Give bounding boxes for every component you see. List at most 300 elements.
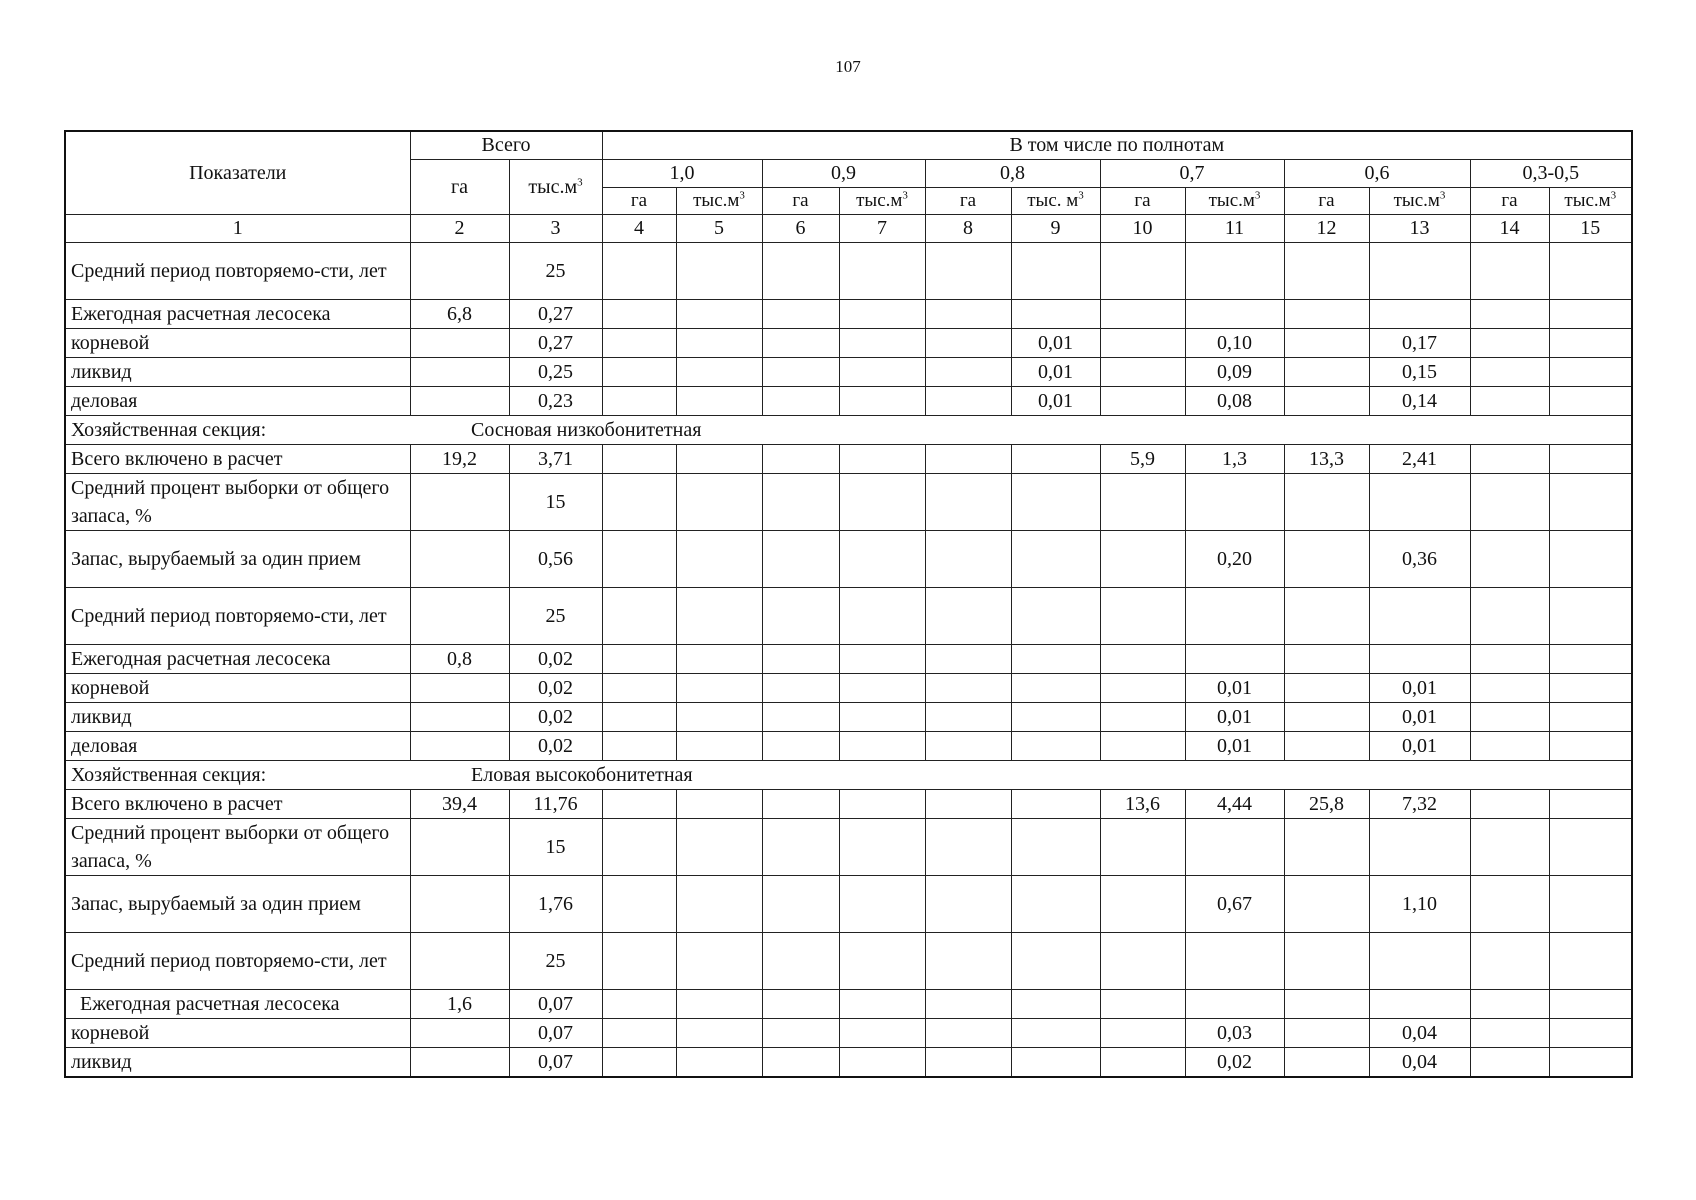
table-cell: 0,04 (1369, 1048, 1470, 1078)
section-cell (65, 416, 1632, 445)
table-cell: 15 (509, 819, 602, 876)
table-cell (1549, 1019, 1632, 1048)
table-cell (602, 358, 676, 387)
table-cell: 1,76 (509, 876, 602, 933)
table-cell (410, 732, 509, 761)
table-cell (762, 588, 839, 645)
table-cell: 25 (509, 588, 602, 645)
row-label: Всего включено в расчет (65, 790, 410, 819)
table-cell (762, 990, 839, 1019)
table-cell: 25,8 (1284, 790, 1369, 819)
table-cell (925, 588, 1011, 645)
table-cell: 39,4 (410, 790, 509, 819)
table-row (65, 243, 1632, 300)
table-cell (1369, 990, 1470, 1019)
header-unit-vol: $тыс.м^3$ (839, 188, 925, 215)
row-label: ликвид (65, 358, 410, 387)
table-cell (602, 819, 676, 876)
table-cell (1284, 387, 1369, 416)
row-label: Средний процент выборки от общего запаса, % (65, 474, 410, 531)
table-cell (1549, 790, 1632, 819)
header-unit-ha: га (1284, 188, 1369, 215)
row-label: деловая (65, 732, 410, 761)
table-cell (925, 990, 1011, 1019)
table-cell (1369, 474, 1470, 531)
table-cell (1011, 876, 1100, 933)
table-cell (602, 703, 676, 732)
column-number: 1 (65, 215, 410, 243)
table-row (65, 876, 1632, 933)
table-cell (839, 645, 925, 674)
table-cell (1185, 990, 1284, 1019)
table-cell (1549, 703, 1632, 732)
header-unit-ha: га (602, 188, 676, 215)
table-cell (925, 876, 1011, 933)
table-cell (839, 1019, 925, 1048)
table-cell (1284, 819, 1369, 876)
table-cell (1549, 1048, 1632, 1078)
table-cell (602, 588, 676, 645)
table-cell: 0,67 (1185, 876, 1284, 933)
header-unit-ha: га (762, 188, 839, 215)
table-cell (1549, 474, 1632, 531)
row-label: Ежегодная расчетная лесосека (65, 300, 410, 329)
table-cell (762, 474, 839, 531)
table-cell (1011, 674, 1100, 703)
table-cell (925, 790, 1011, 819)
forest-table (64, 130, 1633, 1078)
table-cell (839, 933, 925, 990)
table-cell (676, 819, 762, 876)
table-cell: 11,76 (509, 790, 602, 819)
table-row (65, 990, 1632, 1019)
table-cell (1284, 933, 1369, 990)
section-cell (65, 761, 1632, 790)
header-unit-ha: га (925, 188, 1011, 215)
table-cell (602, 531, 676, 588)
table-cell (1284, 1019, 1369, 1048)
table-cell: 0,02 (509, 645, 602, 674)
table-cell (1470, 300, 1549, 329)
table-header (65, 131, 1632, 243)
table-cell (1549, 588, 1632, 645)
table-cell (1470, 1048, 1549, 1078)
table-cell (1470, 588, 1549, 645)
table-cell (1284, 703, 1369, 732)
table-cell (602, 474, 676, 531)
table-cell (676, 358, 762, 387)
header-density: 0,9 (762, 160, 925, 188)
header-total-ha: га (410, 160, 509, 215)
header-density: 0,7 (1100, 160, 1284, 188)
table-cell (925, 732, 1011, 761)
column-number: 5 (676, 215, 762, 243)
column-number: 10 (1100, 215, 1185, 243)
table-cell (1549, 876, 1632, 933)
table-cell (1185, 588, 1284, 645)
column-number: 12 (1284, 215, 1369, 243)
table-cell: 0,15 (1369, 358, 1470, 387)
table-cell (1470, 645, 1549, 674)
column-number: 2 (410, 215, 509, 243)
table-cell (925, 703, 1011, 732)
table-cell (1549, 243, 1632, 300)
table-cell (602, 732, 676, 761)
table-cell (1011, 300, 1100, 329)
table-cell (1011, 933, 1100, 990)
header-by-density: В том числе по полнотам (602, 131, 1632, 160)
table-cell (410, 531, 509, 588)
table-cell (762, 300, 839, 329)
table-cell: 0,27 (509, 300, 602, 329)
table-cell (602, 933, 676, 990)
section-label: Хозяйственная секция: (71, 418, 267, 441)
section-row (65, 416, 1632, 445)
table-cell: 13,3 (1284, 445, 1369, 474)
table-cell (839, 876, 925, 933)
table-cell (1284, 1048, 1369, 1078)
table-cell (762, 387, 839, 416)
table-cell: 0,09 (1185, 358, 1284, 387)
table-cell (1470, 445, 1549, 474)
table-row (65, 387, 1632, 416)
table-cell (410, 876, 509, 933)
table-cell (602, 300, 676, 329)
header-unit-ha: га (1100, 188, 1185, 215)
table-cell (410, 1048, 509, 1078)
table-cell (1284, 645, 1369, 674)
table-cell (1284, 358, 1369, 387)
table-cell (925, 300, 1011, 329)
table-row (65, 933, 1632, 990)
section-value: Еловая высокобонитетная (471, 763, 693, 786)
table-row (65, 445, 1632, 474)
table-cell: 6,8 (410, 300, 509, 329)
table-cell (1100, 876, 1185, 933)
table-cell (1100, 474, 1185, 531)
table-cell (1369, 645, 1470, 674)
table-cell (1284, 329, 1369, 358)
table-cell (676, 588, 762, 645)
table-cell (925, 531, 1011, 588)
page-number: 107 (835, 57, 861, 76)
table-cell (1549, 329, 1632, 358)
table-cell: 0,01 (1369, 732, 1470, 761)
table-row (65, 358, 1632, 387)
table-cell (676, 300, 762, 329)
table-row (65, 674, 1632, 703)
table-cell (1185, 819, 1284, 876)
table-cell (1549, 990, 1632, 1019)
table-cell (1100, 732, 1185, 761)
table-cell (1470, 990, 1549, 1019)
row-label: корневой (65, 674, 410, 703)
table-cell (762, 243, 839, 300)
table-cell (410, 819, 509, 876)
table-cell: 4,44 (1185, 790, 1284, 819)
header-unit-vol: тыс. $м^3$ (1011, 188, 1100, 215)
table-cell (1470, 703, 1549, 732)
table-cell: 15 (509, 474, 602, 531)
table-cell: 0,01 (1185, 732, 1284, 761)
table-cell (1284, 300, 1369, 329)
row-label: корневой (65, 1019, 410, 1048)
table-cell (602, 674, 676, 703)
table-cell (925, 933, 1011, 990)
column-number: 14 (1470, 215, 1549, 243)
table-cell (1470, 933, 1549, 990)
table-cell (1470, 819, 1549, 876)
table-cell (1284, 732, 1369, 761)
table-row (65, 1048, 1632, 1078)
table-cell (676, 474, 762, 531)
table-cell (676, 790, 762, 819)
table-cell (1011, 645, 1100, 674)
header-unit-vol: $тыс.м^3$ (1549, 188, 1632, 215)
table-cell (839, 819, 925, 876)
table-cell (1100, 819, 1185, 876)
column-number: 15 (1549, 215, 1632, 243)
table-cell (676, 674, 762, 703)
table-cell (925, 358, 1011, 387)
table-cell (839, 588, 925, 645)
table-cell (1284, 876, 1369, 933)
table-cell (1369, 300, 1470, 329)
table-cell: 0,01 (1011, 358, 1100, 387)
table-row (65, 1019, 1632, 1048)
header-density: 0,6 (1284, 160, 1470, 188)
table-cell: 1,6 (410, 990, 509, 1019)
table-cell (602, 387, 676, 416)
column-number: 8 (925, 215, 1011, 243)
row-label: Всего включено в расчет (65, 445, 410, 474)
table-cell (1100, 300, 1185, 329)
table-cell (676, 645, 762, 674)
table-cell (925, 329, 1011, 358)
table-cell (1549, 300, 1632, 329)
row-label: Средний период повторяемо-сти, лет (65, 243, 410, 300)
table-cell (925, 445, 1011, 474)
table-cell (925, 387, 1011, 416)
table-cell (839, 358, 925, 387)
column-number: 4 (602, 215, 676, 243)
table-cell (1185, 474, 1284, 531)
section-row (65, 761, 1632, 790)
table-cell: 5,9 (1100, 445, 1185, 474)
row-label: Запас, вырубаемый за один прием (65, 876, 410, 933)
table-cell (1470, 387, 1549, 416)
table-cell (1011, 819, 1100, 876)
header-unit-vol: $тыс.м^3$ (1185, 188, 1284, 215)
table-cell (410, 588, 509, 645)
table-cell: 3,71 (509, 445, 602, 474)
table-row (65, 790, 1632, 819)
table-cell: 0,14 (1369, 387, 1470, 416)
table-cell: 0,8 (410, 645, 509, 674)
row-label: корневой (65, 329, 410, 358)
table-cell (1100, 1048, 1185, 1078)
table-cell (762, 645, 839, 674)
table-cell (1369, 819, 1470, 876)
table-cell: 2,41 (1369, 445, 1470, 474)
row-label: Средний период повторяемо-сти, лет (65, 933, 410, 990)
table-cell (1100, 588, 1185, 645)
table-cell (1100, 674, 1185, 703)
row-label: ликвид (65, 1048, 410, 1078)
table-cell (1549, 358, 1632, 387)
table-cell (1011, 790, 1100, 819)
table-cell (1549, 645, 1632, 674)
table-row (65, 588, 1632, 645)
table-cell: 0,01 (1011, 387, 1100, 416)
table-cell (925, 674, 1011, 703)
table-cell (1011, 243, 1100, 300)
table-cell (1100, 933, 1185, 990)
header-density: 0,8 (925, 160, 1100, 188)
row-label: ликвид (65, 703, 410, 732)
table-cell (839, 243, 925, 300)
table-cell (410, 387, 509, 416)
table-cell (1284, 531, 1369, 588)
table-cell (1185, 933, 1284, 990)
header-unit-vol: $тыс.м^3$ (1369, 188, 1470, 215)
table-cell: 0,10 (1185, 329, 1284, 358)
table-row (65, 732, 1632, 761)
table-cell (410, 329, 509, 358)
table-cell (676, 329, 762, 358)
table-cell: 0,36 (1369, 531, 1470, 588)
row-label: Запас, вырубаемый за один прием (65, 531, 410, 588)
table-cell (1369, 588, 1470, 645)
table-cell (676, 1048, 762, 1078)
table-cell (1470, 243, 1549, 300)
table-cell: 0,01 (1011, 329, 1100, 358)
table-cell (925, 474, 1011, 531)
table-cell (1284, 474, 1369, 531)
table-cell (839, 674, 925, 703)
table-cell (1100, 243, 1185, 300)
table-cell (676, 703, 762, 732)
table-cell (839, 1048, 925, 1078)
table-cell (1369, 933, 1470, 990)
table-cell (1470, 531, 1549, 588)
table-cell (602, 329, 676, 358)
table-cell (1284, 588, 1369, 645)
section-label: Хозяйственная секция: (71, 763, 267, 786)
table-cell: 0,23 (509, 387, 602, 416)
table-cell (839, 790, 925, 819)
table-cell (1100, 387, 1185, 416)
table-cell: 0,03 (1185, 1019, 1284, 1048)
table-cell (676, 933, 762, 990)
table-cell (1470, 329, 1549, 358)
table-cell (676, 531, 762, 588)
table-cell (762, 703, 839, 732)
header-total: Всего (410, 131, 602, 160)
table-cell (925, 1019, 1011, 1048)
table-cell (839, 300, 925, 329)
table-row (65, 300, 1632, 329)
header-density: 1,0 (602, 160, 762, 188)
table-cell (1284, 990, 1369, 1019)
table-cell (1549, 933, 1632, 990)
table-cell (1100, 645, 1185, 674)
table-cell (839, 990, 925, 1019)
table-cell (1549, 445, 1632, 474)
table-cell: 0,07 (509, 1048, 602, 1078)
row-label: Ежегодная расчетная лесосека (65, 645, 410, 674)
table-cell (1185, 645, 1284, 674)
table-cell (1100, 531, 1185, 588)
table-cell (602, 1019, 676, 1048)
header-density: 0,3-0,5 (1470, 160, 1632, 188)
table-cell (839, 329, 925, 358)
table-cell (1011, 990, 1100, 1019)
table-cell (1011, 531, 1100, 588)
column-number: 7 (839, 215, 925, 243)
table-cell (410, 358, 509, 387)
table-cell (410, 703, 509, 732)
table-cell (762, 445, 839, 474)
table-cell: 0,07 (509, 990, 602, 1019)
table-cell (410, 1019, 509, 1048)
table-cell (602, 876, 676, 933)
table-cell (602, 790, 676, 819)
table-cell (925, 645, 1011, 674)
table-body (65, 243, 1632, 1078)
header-unit-ha: га (1470, 188, 1549, 215)
table-cell (925, 1048, 1011, 1078)
table-row (65, 819, 1632, 876)
table-cell (839, 732, 925, 761)
table-cell: 25 (509, 933, 602, 990)
table-cell (762, 329, 839, 358)
row-label: деловая (65, 387, 410, 416)
table-cell (1549, 531, 1632, 588)
table-cell (1185, 300, 1284, 329)
column-number: 6 (762, 215, 839, 243)
row-label: Средний период повторяемо-сти, лет (65, 588, 410, 645)
table-cell: 0,01 (1369, 674, 1470, 703)
table-cell: 0,27 (509, 329, 602, 358)
table-cell (762, 674, 839, 703)
table-cell (1100, 990, 1185, 1019)
table-cell (1470, 474, 1549, 531)
table-cell (602, 645, 676, 674)
table-cell (1011, 703, 1100, 732)
table-cell (1470, 876, 1549, 933)
table-cell (1470, 1019, 1549, 1048)
column-number-row (65, 215, 1632, 243)
header-total-vol: $тыс.м^3$ (509, 160, 602, 215)
table-cell: 0,01 (1185, 674, 1284, 703)
table-cell: 0,02 (509, 732, 602, 761)
table-cell (410, 933, 509, 990)
table-cell: 0,01 (1369, 703, 1470, 732)
column-number: 13 (1369, 215, 1470, 243)
table-cell (762, 790, 839, 819)
table-cell (1011, 1019, 1100, 1048)
table-cell (839, 445, 925, 474)
table-cell: 0,02 (509, 674, 602, 703)
table-cell (1100, 1019, 1185, 1048)
table-cell (1011, 1048, 1100, 1078)
table-cell: 0,07 (509, 1019, 602, 1048)
table-cell (762, 531, 839, 588)
table-cell (676, 387, 762, 416)
table-cell (1549, 819, 1632, 876)
table-cell (602, 1048, 676, 1078)
